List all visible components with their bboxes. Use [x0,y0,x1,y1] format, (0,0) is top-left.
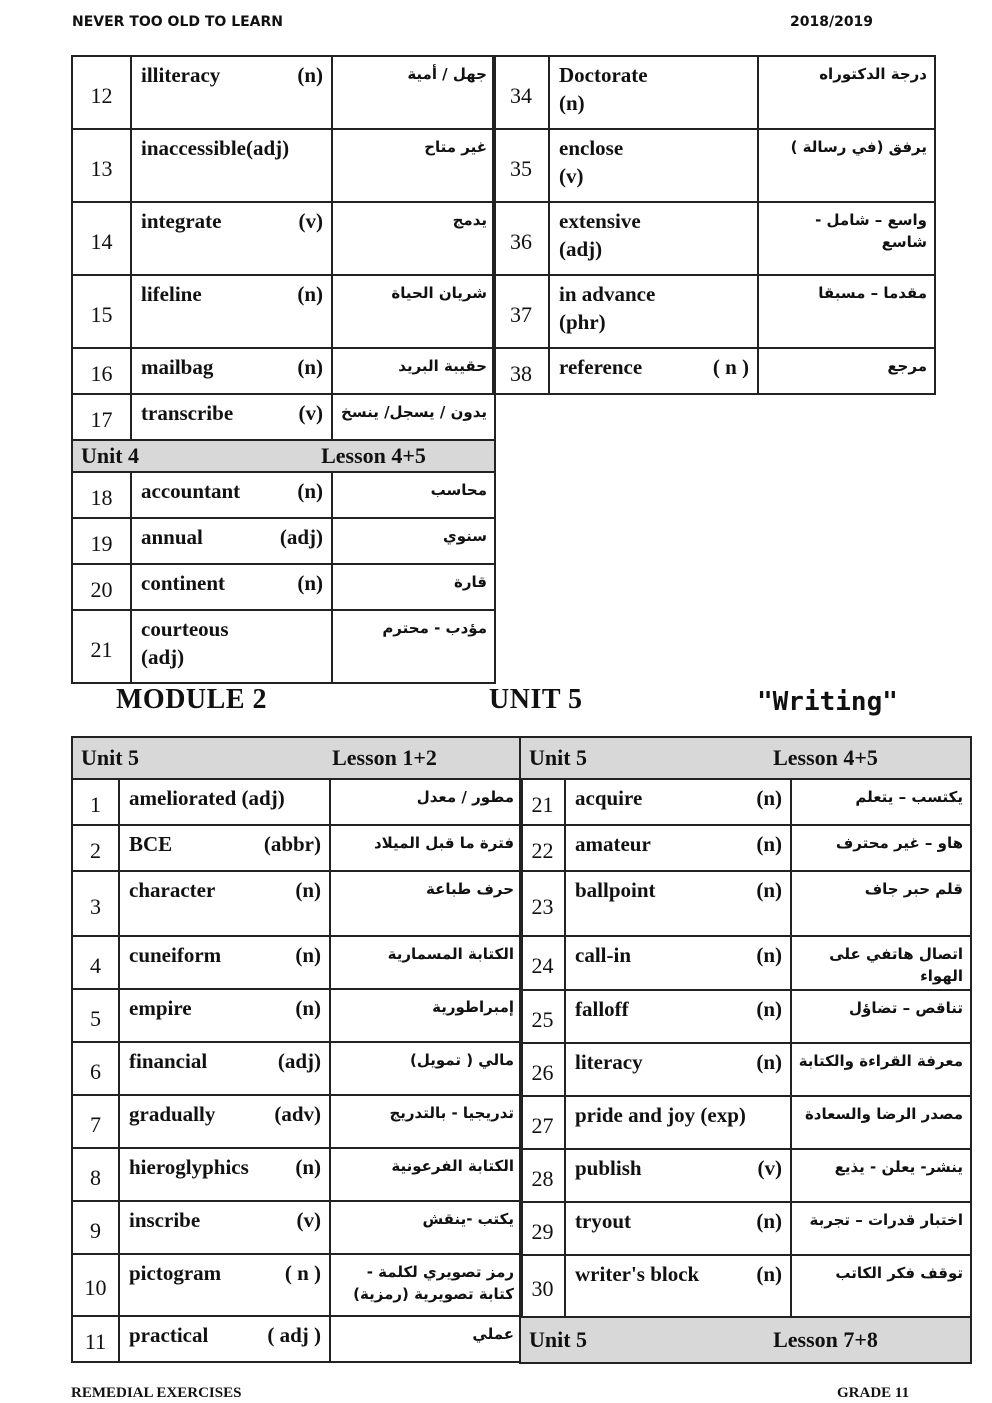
entry-word-cell [131,564,332,610]
entry-arabic-meaning: قارة [332,564,495,610]
entry-word: transcribe [141,401,234,425]
entry-number: 35 [493,129,549,202]
entry-word-cell [119,1316,330,1362]
entry-number: 21 [72,610,131,683]
entry-word-cell [131,518,332,564]
table-row [72,825,522,871]
entry-number: 17 [72,394,131,440]
entry-word-cell [565,779,791,825]
entry-number: 20 [72,564,131,610]
table-row [72,394,495,440]
entry-part-of-speech: (n) [295,943,321,967]
entry-arabic-meaning: فترة ما قبل الميلاد [330,825,522,871]
entry-arabic-meaning: يكتب -ينقش [330,1201,522,1254]
section-header-row [520,737,971,779]
entry-word: character [129,878,216,902]
entry-word-cell [549,348,758,394]
table-row [72,1095,522,1148]
entry-arabic-meaning: اختبار قدرات – تجربة [791,1202,971,1255]
entry-number: 11 [72,1316,119,1362]
entry-part-of-speech: ( adj ) [267,1323,321,1347]
table-row [520,1202,971,1255]
entry-part-of-speech: ( n ) [284,1261,321,1285]
entry-number: 29 [520,1202,565,1255]
vocab-table-top-left [71,55,496,684]
entry-word: in advance [559,282,656,306]
entry-arabic-meaning: شريان الحياة [332,275,495,348]
entry-word-cell [549,202,758,275]
table-row [493,275,935,348]
entry-word-cell [131,472,332,518]
table-row [72,56,495,129]
entry-arabic-meaning: يكتسب – يتعلم [791,779,971,825]
entry-word: amateur [575,832,651,856]
entry-number: 2 [72,825,119,871]
entry-word-cell [549,56,758,129]
entry-number: 8 [72,1148,119,1201]
section-lesson: Lesson 4+5 [321,443,426,468]
table-row [520,1149,971,1202]
table-row [72,871,522,936]
entry-arabic-meaning: يدون / يسجل/ ينسخ [332,394,495,440]
entry-word-cell [565,825,791,871]
table-row [493,348,935,394]
section-lesson: Lesson 4+5 [773,745,878,770]
entry-part-of-speech: (n) [297,282,323,306]
table-row [72,610,495,683]
entry-word: continent [141,571,225,595]
entry-word: mailbag [141,355,214,379]
entry-number: 23 [520,871,565,936]
entry-word: practical [129,1323,209,1347]
entry-word: courteous [141,617,229,641]
table-row [72,129,495,202]
module-title: MODULE 2 [116,684,267,715]
entry-part-of-speech: (n) [295,1155,321,1179]
entry-arabic-meaning: مصدر الرضا والسعادة [791,1096,971,1149]
entry-word-cell [131,610,332,683]
table-row [520,990,971,1043]
entry-word-cell [131,348,332,394]
entry-number: 4 [72,936,119,989]
entry-word-cell [565,871,791,936]
entry-number: 24 [520,936,565,990]
entry-word-cell [565,1149,791,1202]
entry-number: 9 [72,1201,119,1254]
table-row [72,1316,522,1362]
section-header-row [72,440,495,472]
entry-part-of-speech: (n) [756,1050,782,1074]
section-unit: Unit 4 [81,443,140,468]
section-unit: Unit 5 [529,1327,588,1352]
entry-word: acquire [575,786,643,810]
entry-number: 38 [493,348,549,394]
entry-word: gradually [129,1102,216,1126]
table-row [72,779,522,825]
section-lesson: Lesson 7+8 [773,1327,878,1352]
table-row [493,129,935,202]
entry-arabic-meaning: محاسب [332,472,495,518]
entry-part-of-speech: (n) [756,1209,782,1233]
entry-number: 7 [72,1095,119,1148]
entry-word: BCE [129,832,173,856]
entry-number: 12 [72,56,131,129]
entry-word-cell [565,936,791,990]
topic-title: "Writing" [757,687,898,717]
entry-number: 1 [72,779,119,825]
entry-arabic-meaning: سنوي [332,518,495,564]
entry-word: writer's block [575,1262,700,1286]
vocab-table-bottom-left [71,736,523,1363]
table-row [520,936,971,990]
entry-part-of-speech: (n) [756,1262,782,1286]
entry-word-cell [565,1202,791,1255]
table-row [493,202,935,275]
table-row [520,871,971,936]
entry-part-of-speech: (adj) [559,237,603,261]
entry-word: falloff [575,997,629,1021]
entry-arabic-meaning: عملي [330,1316,522,1362]
table-row [493,56,935,129]
section-header-unit4 [72,440,495,472]
entry-word: enclose [559,136,624,160]
table-row [72,1254,522,1316]
entry-word: inaccessible(adj) [141,136,290,160]
entry-part-of-speech: (v) [296,1208,321,1232]
table-row [72,1042,522,1095]
entry-word: inscribe [129,1208,201,1232]
header-year: 2018/2019 [790,14,874,30]
entry-word: ameliorated (adj) [129,786,285,810]
entry-word-cell [131,129,332,202]
entry-part-of-speech: (n) [559,91,585,115]
entry-part-of-speech: (n) [297,571,323,595]
entry-arabic-meaning: مقدما – مسبقا [758,275,935,348]
entry-word-cell [119,825,330,871]
entry-word-cell [119,1254,330,1316]
entry-part-of-speech: (adv) [274,1102,321,1126]
entry-arabic-meaning: توقف فكر الكاتب [791,1255,971,1317]
entry-word: tryout [575,1209,631,1233]
entry-number: 21 [520,779,565,825]
entry-word: reference [559,355,643,379]
entry-part-of-speech: (n) [756,786,782,810]
entry-arabic-meaning: درجة الدكتوراه [758,56,935,129]
entry-arabic-meaning: واسع – شامل - شاسع [758,202,935,275]
entry-arabic-meaning: ينشر- يعلن - يذيع [791,1149,971,1202]
entry-arabic-meaning: حقيبة البريد [332,348,495,394]
entry-arabic-meaning: إمبراطورية [330,989,522,1042]
entry-number: 19 [72,518,131,564]
entry-word-cell [565,990,791,1043]
entry-arabic-meaning: تناقص – تضاؤل [791,990,971,1043]
section-lesson: Lesson 1+2 [332,745,437,770]
table-row [72,1201,522,1254]
entry-number: 26 [520,1043,565,1096]
table-row [72,472,495,518]
entry-part-of-speech: (v) [757,1156,782,1180]
entry-arabic-meaning: مرجع [758,348,935,394]
entry-arabic-meaning: هاو – غير محترف [791,825,971,871]
entry-part-of-speech: (n) [295,878,321,902]
entry-arabic-meaning: حرف طباعة [330,871,522,936]
section-header-row [72,737,522,779]
entry-number: 10 [72,1254,119,1316]
entry-arabic-meaning: قلم حبر جاف [791,871,971,936]
entry-number: 3 [72,871,119,936]
entry-arabic-meaning: مطور / معدل [330,779,522,825]
entry-part-of-speech: (n) [297,63,323,87]
table-row [72,989,522,1042]
entry-number: 18 [72,472,131,518]
entry-part-of-speech: (n) [756,832,782,856]
entry-word-cell [119,1201,330,1254]
vocab-table-bottom-right [519,736,972,1364]
entry-part-of-speech: ( n ) [712,355,749,379]
entry-word-cell [119,1095,330,1148]
entry-part-of-speech: (v) [298,401,323,425]
entry-arabic-meaning: رمز تصويري لكلمة - كتابة تصويرية (رمزية) [330,1254,522,1316]
entry-word-cell [565,1255,791,1317]
section-header-row [520,1317,971,1363]
entry-word: hieroglyphics [129,1155,249,1179]
entry-word-cell [119,871,330,936]
entry-word-cell [119,989,330,1042]
entry-number: 30 [520,1255,565,1317]
table-row [72,348,495,394]
entry-part-of-speech: (n) [295,996,321,1020]
entry-arabic-meaning: يدمج [332,202,495,275]
entry-arabic-meaning: معرفة القراءة والكتابة [791,1043,971,1096]
entry-word: financial [129,1049,208,1073]
entry-arabic-meaning: يرفق (في رسالة ) [758,129,935,202]
entry-arabic-meaning: اتصال هاتفي على الهواء [791,936,971,990]
entry-word-cell [131,56,332,129]
entry-part-of-speech: (n) [297,355,323,379]
entry-arabic-meaning: غير متاح [332,129,495,202]
entry-number: 5 [72,989,119,1042]
entry-word-cell [131,275,332,348]
entry-word: ballpoint [575,878,656,902]
table-row [520,825,971,871]
entry-part-of-speech: (adj) [141,645,185,669]
header-title: NEVER TOO OLD TO LEARN [72,14,284,30]
entry-part-of-speech: (v) [298,209,323,233]
entry-word: pride and joy (exp) [575,1103,746,1127]
entry-part-of-speech: (adj) [279,525,323,549]
entry-word-cell [119,779,330,825]
entry-word-cell [119,1148,330,1201]
entry-arabic-meaning: جهل / أمية [332,56,495,129]
entry-number: 16 [72,348,131,394]
section-header-lesson-7-8 [520,1317,971,1363]
entry-word: annual [141,525,203,549]
entry-number: 27 [520,1096,565,1149]
entry-number: 22 [520,825,565,871]
entry-part-of-speech: (n) [756,878,782,902]
entry-part-of-speech: (abbr) [263,832,321,856]
table-row [520,1043,971,1096]
entry-number: 28 [520,1149,565,1202]
unit-title: UNIT 5 [489,684,583,715]
entry-number: 13 [72,129,131,202]
entry-part-of-speech: (n) [756,943,782,967]
entry-word-cell [549,275,758,348]
entry-word: publish [575,1156,642,1180]
entry-word-cell [549,129,758,202]
entry-number: 6 [72,1042,119,1095]
section-unit: Unit 5 [81,745,140,770]
table-row [520,1255,971,1317]
entry-word-cell [565,1043,791,1096]
table-row [72,202,495,275]
entry-word: integrate [141,209,222,233]
entry-word-cell [131,394,332,440]
entry-word: lifeline [141,282,202,306]
entry-word: empire [129,996,192,1020]
section-header-lesson-4-5 [520,737,971,779]
table-row [72,1148,522,1201]
entry-word-cell [119,936,330,989]
entry-word: pictogram [129,1261,222,1285]
entry-number: 15 [72,275,131,348]
entry-part-of-speech: (n) [297,479,323,503]
entry-word: call-in [575,943,631,967]
entry-part-of-speech: (v) [559,164,584,188]
entry-word: accountant [141,479,241,503]
table-row [520,779,971,825]
entry-number: 36 [493,202,549,275]
entry-arabic-meaning: تدريجيا - بالتدريج [330,1095,522,1148]
entry-number: 25 [520,990,565,1043]
table-row [72,936,522,989]
entry-arabic-meaning: مؤدب - محترم [332,610,495,683]
entry-word: cuneiform [129,943,222,967]
table-row [72,564,495,610]
entry-word: Doctorate [559,63,648,87]
entry-arabic-meaning: مالي ( تمويل) [330,1042,522,1095]
entry-word: extensive [559,209,641,233]
entry-part-of-speech: (n) [756,997,782,1021]
entry-arabic-meaning: الكتابة المسمارية [330,936,522,989]
entry-part-of-speech: (adj) [277,1049,321,1073]
entry-word-cell [119,1042,330,1095]
table-row [520,1096,971,1149]
entry-number: 14 [72,202,131,275]
table-row [72,518,495,564]
entry-word: literacy [575,1050,643,1074]
entry-word-cell [131,202,332,275]
section-unit: Unit 5 [529,745,588,770]
entry-number: 37 [493,275,549,348]
entry-word: illiteracy [141,63,221,87]
footer-right: GRADE 11 [837,1385,910,1401]
entry-arabic-meaning: الكتابة الفرعونية [330,1148,522,1201]
entry-number: 34 [493,56,549,129]
table-row [72,275,495,348]
footer-left: REMEDIAL EXERCISES [71,1385,242,1401]
section-header-lesson-1-2 [72,737,522,779]
entry-part-of-speech: (phr) [559,310,606,334]
entry-word-cell [565,1096,791,1149]
vocab-table-top-right [492,55,936,395]
